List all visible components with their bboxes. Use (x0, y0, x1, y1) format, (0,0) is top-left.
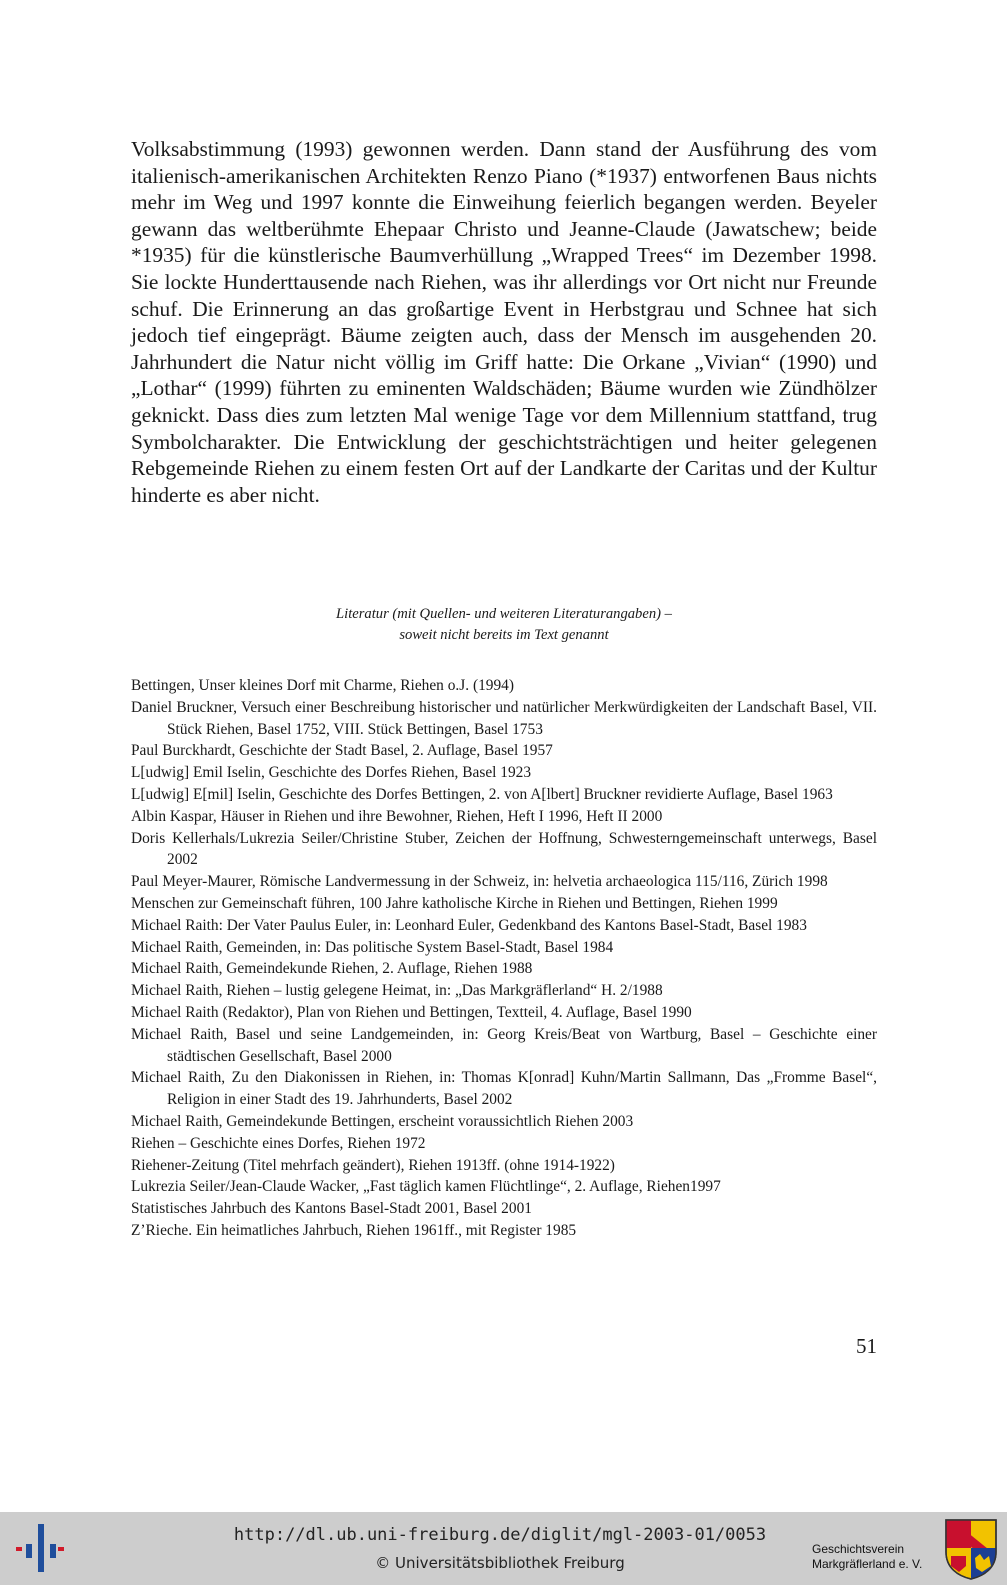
ub-freiburg-logo-icon (14, 1520, 66, 1576)
reference-item: Statistisches Jahrbuch des Kantons Basel-Stadt 2001, Basel 2001 (131, 1200, 532, 1218)
body-paragraph: Volksabstimmung (1993) gewonnen werden. Dann stand der Ausführung des vom italienisch-amerikanischen Architekten Renzo Piano (*1937) entworfenen Baus nichts mehr im Weg und 1997 konnte die Einweihung feierlich begangen werden. Beyeler gewann das weltberühmte Ehepaar Christo und Jeanne-Claude (Jawatschew; beide *1935) für die künstlerische Baumverhüllung „Wrapped Trees“ im Dezember 1998. Sie lockte Hunderttausende nach Riehen, was ihr allerdings vor Ort nicht nur Freunde schuf. Die Erinnerung an das großartige Event in Herbstgrau und Schnee hat sich jedoch tief eingeprägt. Bäume zeigten auch, dass der Mensch im ausgehenden 20. Jahrhundert die Natur nicht völlig im Griff hatte: Die Orkane „Vivian“ (1990) und „Lothar“ (1999) führten zu eminenten Waldschäden; Bäume wurden wie Zündhölzer geknickt. Dass dies zum letzten Mal wenige Tage vor dem Millennium stattfand, trug Symbolcharakter. Die Entwicklung der geschichtsträchtigen und heiter gelegenen Rebgemeinde Riehen zu einem festen Ort auf der Landkarte der Caritas und der Kultur hinderte es aber nicht. (131, 137, 877, 507)
reference-item: Michael Raith, Gemeindekunde Bettingen, erscheint voraussichtlich Riehen 2003 (131, 1112, 634, 1130)
society-name (812, 1542, 942, 1572)
reference-item: Bettingen, Unser kleines Dorf mit Charme, Riehen o.J. (1994) (131, 677, 514, 694)
reference-item: Michael Raith, Basel und seine Landgemeinden, in: Georg Kreis/Beat von Wartburg, Basel – Geschichte einer städtischen Gesellschaft, Basel 2000 (131, 1025, 877, 1065)
coat-of-arms-icon (944, 1518, 998, 1580)
reference-item: Michael Raith, Zu den Diakonissen in Riehen, in: Thomas K[onrad] Kuhn/Martin Sallmann, Das „Fromme Basel“, Religion in einer Stadt des 19. Jahrhunderts, Basel 2002 (131, 1069, 877, 1109)
reference-item: Lukrezia Seiler/Jean-Claude Wacker, „Fast täglich kamen Flüchtlinge“, 2. Auflage, Riehen1997 (131, 1178, 721, 1196)
reference-item: Michael Raith, Gemeindekunde Riehen, 2. Auflage, Riehen 1988 (131, 960, 533, 978)
reference-item: Albin Kaspar, Häuser in Riehen und ihre Bewohner, Riehen, Heft I 1996, Heft II 2000 (131, 807, 663, 825)
reference-item: Daniel Bruckner, Versuch einer Beschreibung historischer und natürlicher Merkwürdigkeiten der Landschaft Basel, VII. Stück Riehen, Basel 1752, VIII. Stück Bettingen, Basel 1753 (131, 698, 877, 738)
reference-item: Menschen zur Gemeinschaft führen, 100 Jahre katholische Kirche in Riehen und Bettingen, Riehen 1999 (131, 894, 778, 912)
literature-heading-line-2: soweit nicht bereits im Text genannt (399, 627, 609, 643)
page-number: 51 (856, 1334, 877, 1358)
reference-list (131, 675, 877, 1242)
reference-item: Paul Meyer-Maurer, Römische Landvermessung in der Schweiz, in: helvetia archaeologica 115/116, Zürich 1998 (131, 873, 828, 891)
literature-heading (131, 604, 877, 646)
reference-item: Michael Raith (Redaktor), Plan von Riehen und Bettingen, Textteil, 4. Auflage, Basel 1990 (131, 1003, 692, 1021)
viewer-footer (0, 1512, 1007, 1585)
reference-item: Riehener-Zeitung (Titel mehrfach geändert), Riehen 1913ff. (ohne 1914-1922) (131, 1156, 615, 1174)
reference-item: Z’Rieche. Ein heimatliches Jahrbuch, Riehen 1961ff., mit Register 1985 (131, 1221, 577, 1239)
literature-heading-line-1: Literatur (mit Quellen- und weiteren Literaturangaben) – (336, 606, 672, 622)
reference-item: Michael Raith, Gemeinden, in: Das politische System Basel-Stadt, Basel 1984 (131, 938, 614, 956)
reference-item: Michael Raith: Der Vater Paulus Euler, in: Leonhard Euler, Gedenkband des Kantons Basel-Stadt, Basel 1983 (131, 916, 807, 934)
reference-item: L[udwig] E[mil] Iselin, Geschichte des Dorfes Bettingen, 2. von A[lbert] Bruckner revidierte Auflage, Basel 1963 (131, 785, 833, 803)
society-name-line-2: Markgräflerland e. V. (812, 1557, 923, 1571)
reference-item: Riehen – Geschichte eines Dorfes, Riehen 1972 (131, 1134, 426, 1152)
document-url-link[interactable]: http://dl.ub.uni-freiburg.de/diglit/mgl-2003-01/0053 (233, 1525, 767, 1545)
reference-item: Michael Raith, Riehen – lustig gelegene Heimat, in: „Das Markgräflerland“ H. 2/1988 (131, 982, 663, 1000)
reference-item: L[udwig] Emil Iselin, Geschichte des Dorfes Riehen, Basel 1923 (131, 764, 532, 782)
reference-item: Paul Burckhardt, Geschichte der Stadt Basel, 2. Auflage, Basel 1957 (131, 742, 553, 760)
reference-item: Doris Kellerhals/Lukrezia Seiler/Christine Stuber, Zeichen der Hoffnung, Schwesterngemeinschaft unterwegs, Basel 2002 (131, 829, 877, 869)
copyright-text: © Universitätsbibliothek Freiburg (375, 1554, 625, 1572)
society-name-line-1: Geschichtsverein (812, 1542, 905, 1556)
